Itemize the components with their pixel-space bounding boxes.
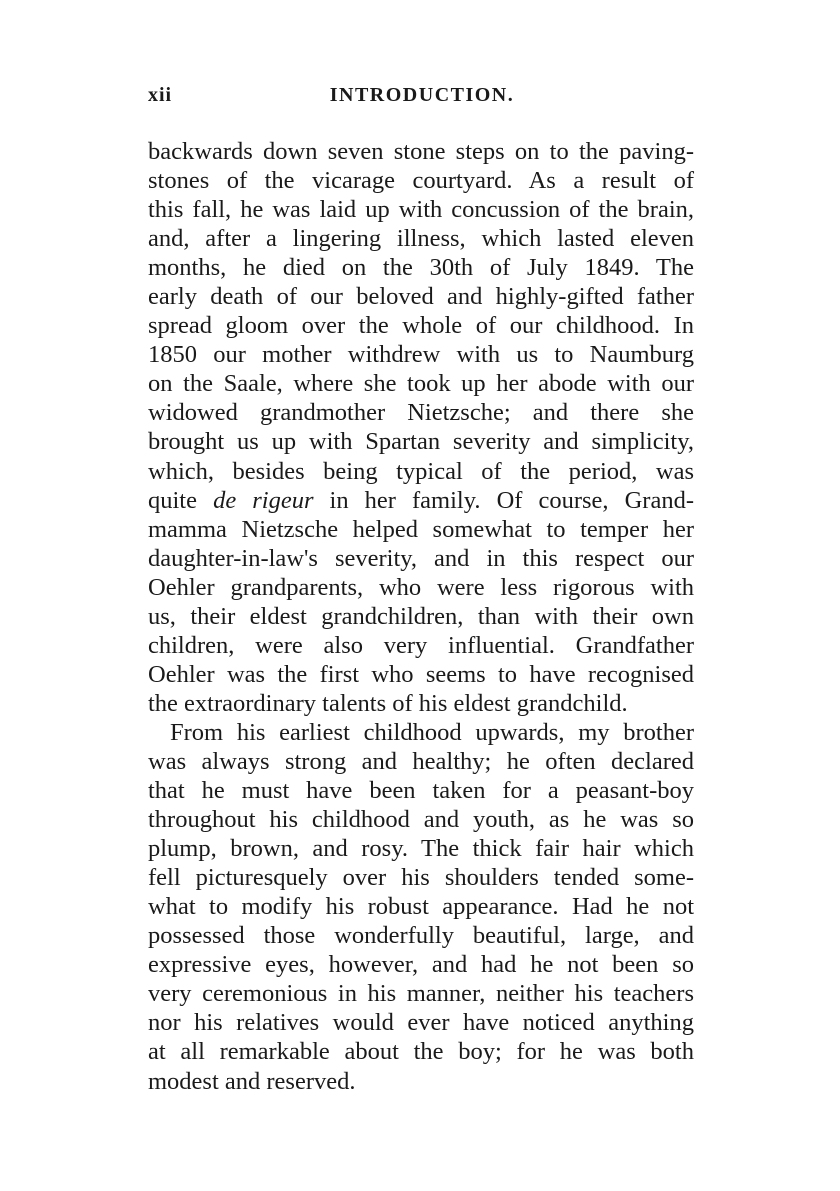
text-line: Oehler was the first who seems to have recognised (148, 660, 694, 688)
chapter-title: INTRODUCTION. (329, 84, 515, 106)
running-head (148, 84, 696, 114)
text-line: throughout his childhood and youth, as he was so (148, 806, 694, 834)
text-line: mamma Nietzsche helped somewhat to temper her (148, 515, 694, 543)
paragraph-1 (148, 137, 694, 718)
text-line: Oehler grandparents, who were less rigorous with (148, 573, 694, 601)
page-number: xii (148, 84, 173, 106)
text-line: children, were also very influential. Grandfather (148, 631, 694, 659)
text-line: 1850 our mother withdrew with us to Naumburg (148, 341, 694, 369)
text-line: stones of the vicarage courtyard. As a result of (148, 167, 694, 195)
text-line: that he must have been taken for a peasant-boy (148, 777, 694, 805)
text-line: possessed those wonderfully beautiful, large, and (148, 922, 694, 950)
text-line: brought us up with Spartan severity and simplicity, (148, 428, 694, 456)
text-line: which, besides being typical of the period, was (148, 457, 694, 485)
body-text (148, 137, 694, 1096)
text-line: daughter-in-law's severity, and in this respect our (148, 544, 694, 572)
text-line: the extraordinary talents of his eldest grandchild. (148, 689, 628, 717)
text-line: fell picturesquely over his shoulders tended some- (148, 864, 694, 892)
text-line: was always strong and healthy; he often declared (148, 747, 694, 775)
text-line: this fall, he was laid up with concussion of the brain, (148, 196, 694, 224)
text-line: widowed grandmother Nietzsche; and there she (148, 399, 694, 427)
text-line: spread gloom over the whole of our childhood. In (148, 312, 694, 340)
text-line: plump, brown, and rosy. The thick fair hair which (148, 835, 694, 863)
text-line: months, he died on the 30th of July 1849. The (148, 254, 694, 282)
text-segment: in her family. Of course, Grand- (313, 486, 694, 514)
text-line: backwards down seven stone steps on to the paving- (148, 138, 694, 165)
text-segment: quite (148, 486, 214, 514)
italic-phrase: de rigeur (213, 486, 314, 514)
text-line: on the Saale, where she took up her abode with our (148, 370, 694, 398)
text-line: and, after a lingering illness, which lasted eleven (148, 225, 694, 253)
text-line: modest and reserved. (148, 1067, 356, 1095)
text-line: what to modify his robust appearance. Had he not (148, 893, 694, 921)
paragraph-2 (148, 718, 694, 1096)
text-line: very ceremonious in his manner, neither his teachers (148, 980, 694, 1008)
text-line: From his earliest childhood upwards, my brother (170, 718, 694, 746)
text-line: early death of our beloved and highly-gifted father (148, 283, 694, 311)
text-line: nor his relatives would ever have noticed anything (148, 1009, 694, 1037)
text-line: at all remarkable about the boy; for he was both (148, 1038, 694, 1066)
text-line: expressive eyes, however, and had he not been so (148, 951, 694, 979)
text-line-with-italic (148, 486, 694, 515)
text-line: us, their eldest grandchildren, than with their own (148, 602, 694, 630)
